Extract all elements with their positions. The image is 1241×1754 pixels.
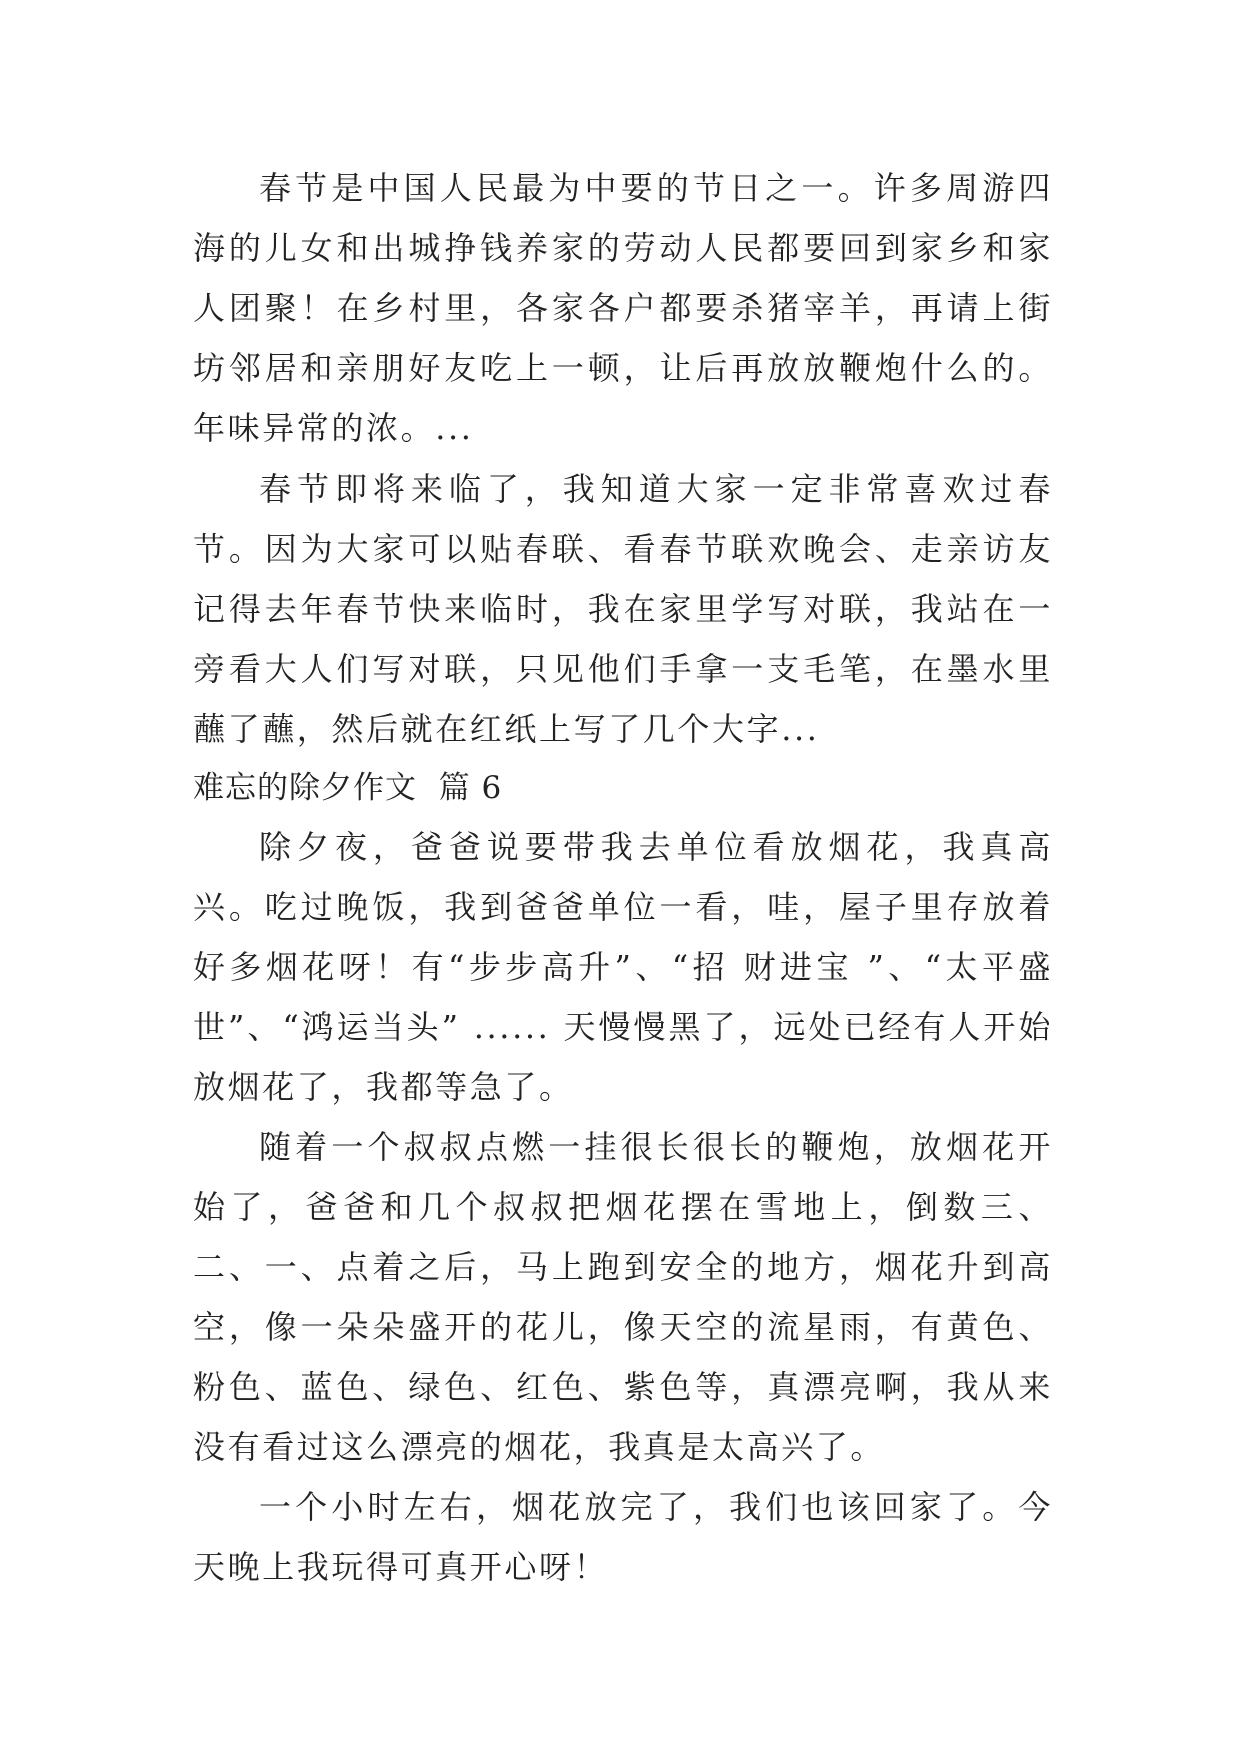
document-page	[193, 158, 1053, 1597]
paragraph-new-years-eve: 除夕夜，爸爸说要带我去单位看放烟花，我真高兴。吃过晚饭，我到爸爸单位一看，哇，屋子里存放着好多烟花呀！有“步步高升”、“招 财进宝 ”、“太平盛世”、“鸿运当头” ...... 天慢慢黑了，远处已经有人开始放烟花了，我都等急了。	[193, 828, 1053, 1106]
paragraph-going-home: 一个小时左右，烟花放完了，我们也该回家了。今天晚上我玩得可真开心呀！	[193, 1488, 1053, 1586]
paragraph-fireworks-show: 随着一个叔叔点燃一挂很长很长的鞭炮，放烟花开始了，爸爸和几个叔叔把烟花摆在雪地上，倒数三、二、一、点着之后，马上跑到安全的地方，烟花升到高空，像一朵朵盛开的花儿，像天空的流星雨，有黄色、粉色、蓝色、绿色、红色、紫色等，真漂亮啊，我从来没有看过这么漂亮的烟花，我真是太高兴了。	[193, 1128, 1053, 1466]
paragraph-spring-festival-couplets: 春节即将来临了，我知道大家一定非常喜欢过春节。因为大家可以贴春联、看春节联欢晚会、走亲访友记得去年春节快来临时，我在家里学写对联，我站在一旁看大人们写对联，只见他们手拿一支毛笔，在墨水里蘸了蘸，然后就在红纸上写了几个大字...	[193, 470, 1053, 748]
paragraph-spring-festival-intro: 春节是中国人民最为中要的节日之一。许多周游四海的儿女和出城挣钱养家的劳动人民都要回到家乡和家人团聚！在乡村里，各家各户都要杀猪宰羊，再请上街坊邻居和亲朋好友吃上一顿，让后再放放鞭炮什么的。年味异常的浓。...	[193, 169, 1053, 447]
section-heading: 难忘的除夕作文 篇 6	[193, 770, 503, 806]
